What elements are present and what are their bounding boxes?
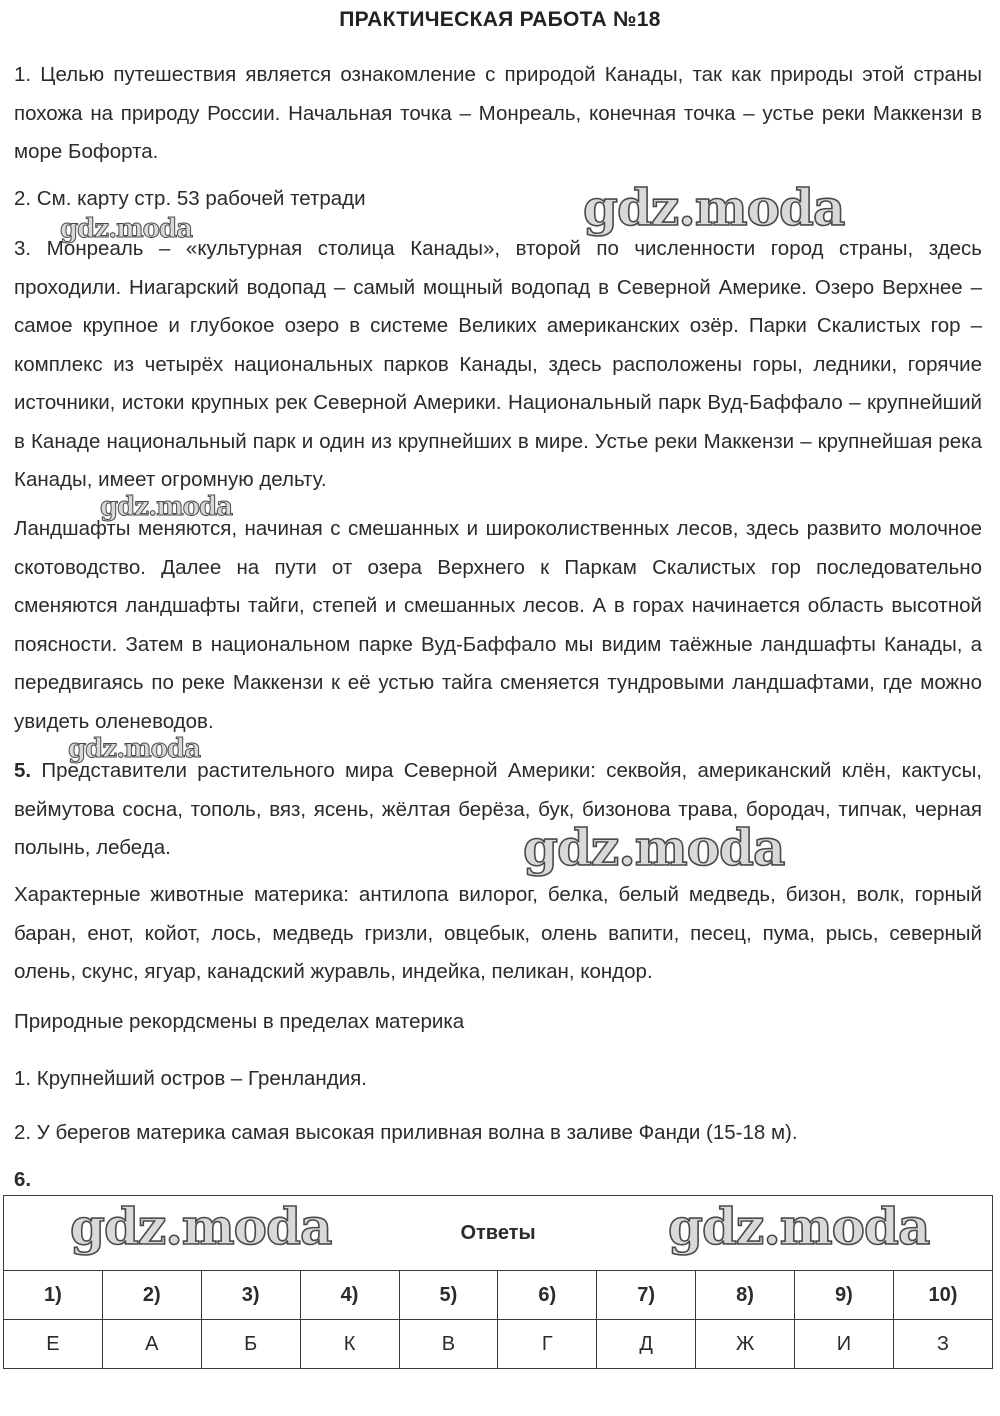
answer-letter: Ж [696, 1320, 795, 1369]
answer-letter: Д [597, 1320, 696, 1369]
watermark-logo: gdz.moda [583, 178, 845, 237]
answer-letter: И [795, 1320, 894, 1369]
paragraph-7: Природные рекордсмены в пределах материка [14, 1010, 465, 1033]
answer-number: 3) [201, 1271, 300, 1320]
answer-letter: Е [4, 1320, 103, 1369]
paragraph-3: 3. Монреаль – «культурная столица Канады», второй по численности город страны, здесь проходили. Ниагарский водопад – самый мощный водопад в Северной Америке. Озеро Верхнее – самое крупное и глубокое озеро в системе Великих американских озёр. Парки Скалистых гор – комплекс из четырёх национальных парков Канады, здесь расположены горы, ледники, горячие источники, истоки крупных рек Северной Америки. Национальный парк Вуд-Баффало – крупнейший в Канаде национальный парк и один из крупнейших в мире. Устье реки Маккензи – крупнейшая река Канады, имеет огромную дельту. [14, 237, 982, 491]
watermark-logo: gdz.moda [523, 818, 785, 877]
watermark-logo: gdz.moda [70, 1197, 332, 1256]
answer-letter: Б [201, 1320, 300, 1369]
answer-number: 6) [498, 1271, 597, 1320]
answer-number: 2) [102, 1271, 201, 1320]
paragraph-9: 2. У берегов материка самая высокая приливная волна в заливе Фанди (15-18 м). [14, 1121, 798, 1144]
watermark-logo: gdz.moda [100, 492, 233, 522]
page-title: ПРАКТИЧЕСКАЯ РАБОТА №18 [339, 8, 661, 31]
answer-number: 7) [597, 1271, 696, 1320]
answer-letter: В [399, 1320, 498, 1369]
paragraph-2: 2. См. карту стр. 53 рабочей тетради [14, 187, 366, 210]
answers-header: Ответы [4, 1196, 993, 1271]
answer-number: 4) [300, 1271, 399, 1320]
answer-number: 9) [795, 1271, 894, 1320]
paragraph-8: 1. Крупнейший остров – Гренландия. [14, 1067, 367, 1090]
answer-letter: К [300, 1320, 399, 1369]
paragraph-5-text: Представители растительного мира Северной Америки: секвойя, американский клён, кактусы, веймутова сосна, тополь, вяз, ясень, жёлтая берёза, бук, бизонова трава, бородач, типчак, черная полынь, лебеда. [14, 759, 982, 859]
section-6-number: 6. [14, 1168, 32, 1191]
watermark-logo: gdz.moda [668, 1197, 930, 1256]
paragraph-6: Характерные животные материка: антилопа вилорог, белка, белый медведь, бизон, волк, горный баран, енот, койот, лось, медведь гризли, овцебык, олень вапити, песец, пума, рысь, северный олень, скунс, ягуар, канадский журавль, индейка, пеликан, кондор. [14, 883, 982, 983]
answer-letter: А [102, 1320, 201, 1369]
answer-number: 5) [399, 1271, 498, 1320]
paragraph-4: Ландшафты меняются, начиная с смешанных и широколиственных лесов, здесь развито молочное скотоводство. Далее на пути от озера Верхнего к Паркам Скалистых гор последовательно сменяются ландшафты тайги, степей и смешанных лесов. А в горах начинается область высотной поясности. Затем в национальном парке Вуд-Баффало мы видим таёжные ландшафты Канады, а передвигаясь по реке Маккензи к её устью тайга сменяется тундровыми ландшафтами, где можно увидеть оленеводов. [14, 517, 982, 733]
answer-letter: З [893, 1320, 992, 1369]
answer-number: 10) [893, 1271, 992, 1320]
answer-number: 8) [696, 1271, 795, 1320]
watermark-logo: gdz.moda [60, 214, 193, 244]
answer-number: 1) [4, 1271, 103, 1320]
answer-letter: Г [498, 1320, 597, 1369]
watermark-logo: gdz.moda [68, 734, 201, 764]
paragraph-5-number: 5. [14, 759, 32, 782]
paragraph-5 [14, 752, 982, 868]
paragraph-1: 1. Целью путешествия является ознакомление с природой Канады, так как природы этой страны похожа на природу России. Начальная точка – Монреаль, конечная точка – устье реки Маккензи в море Бофорта. [14, 63, 982, 163]
